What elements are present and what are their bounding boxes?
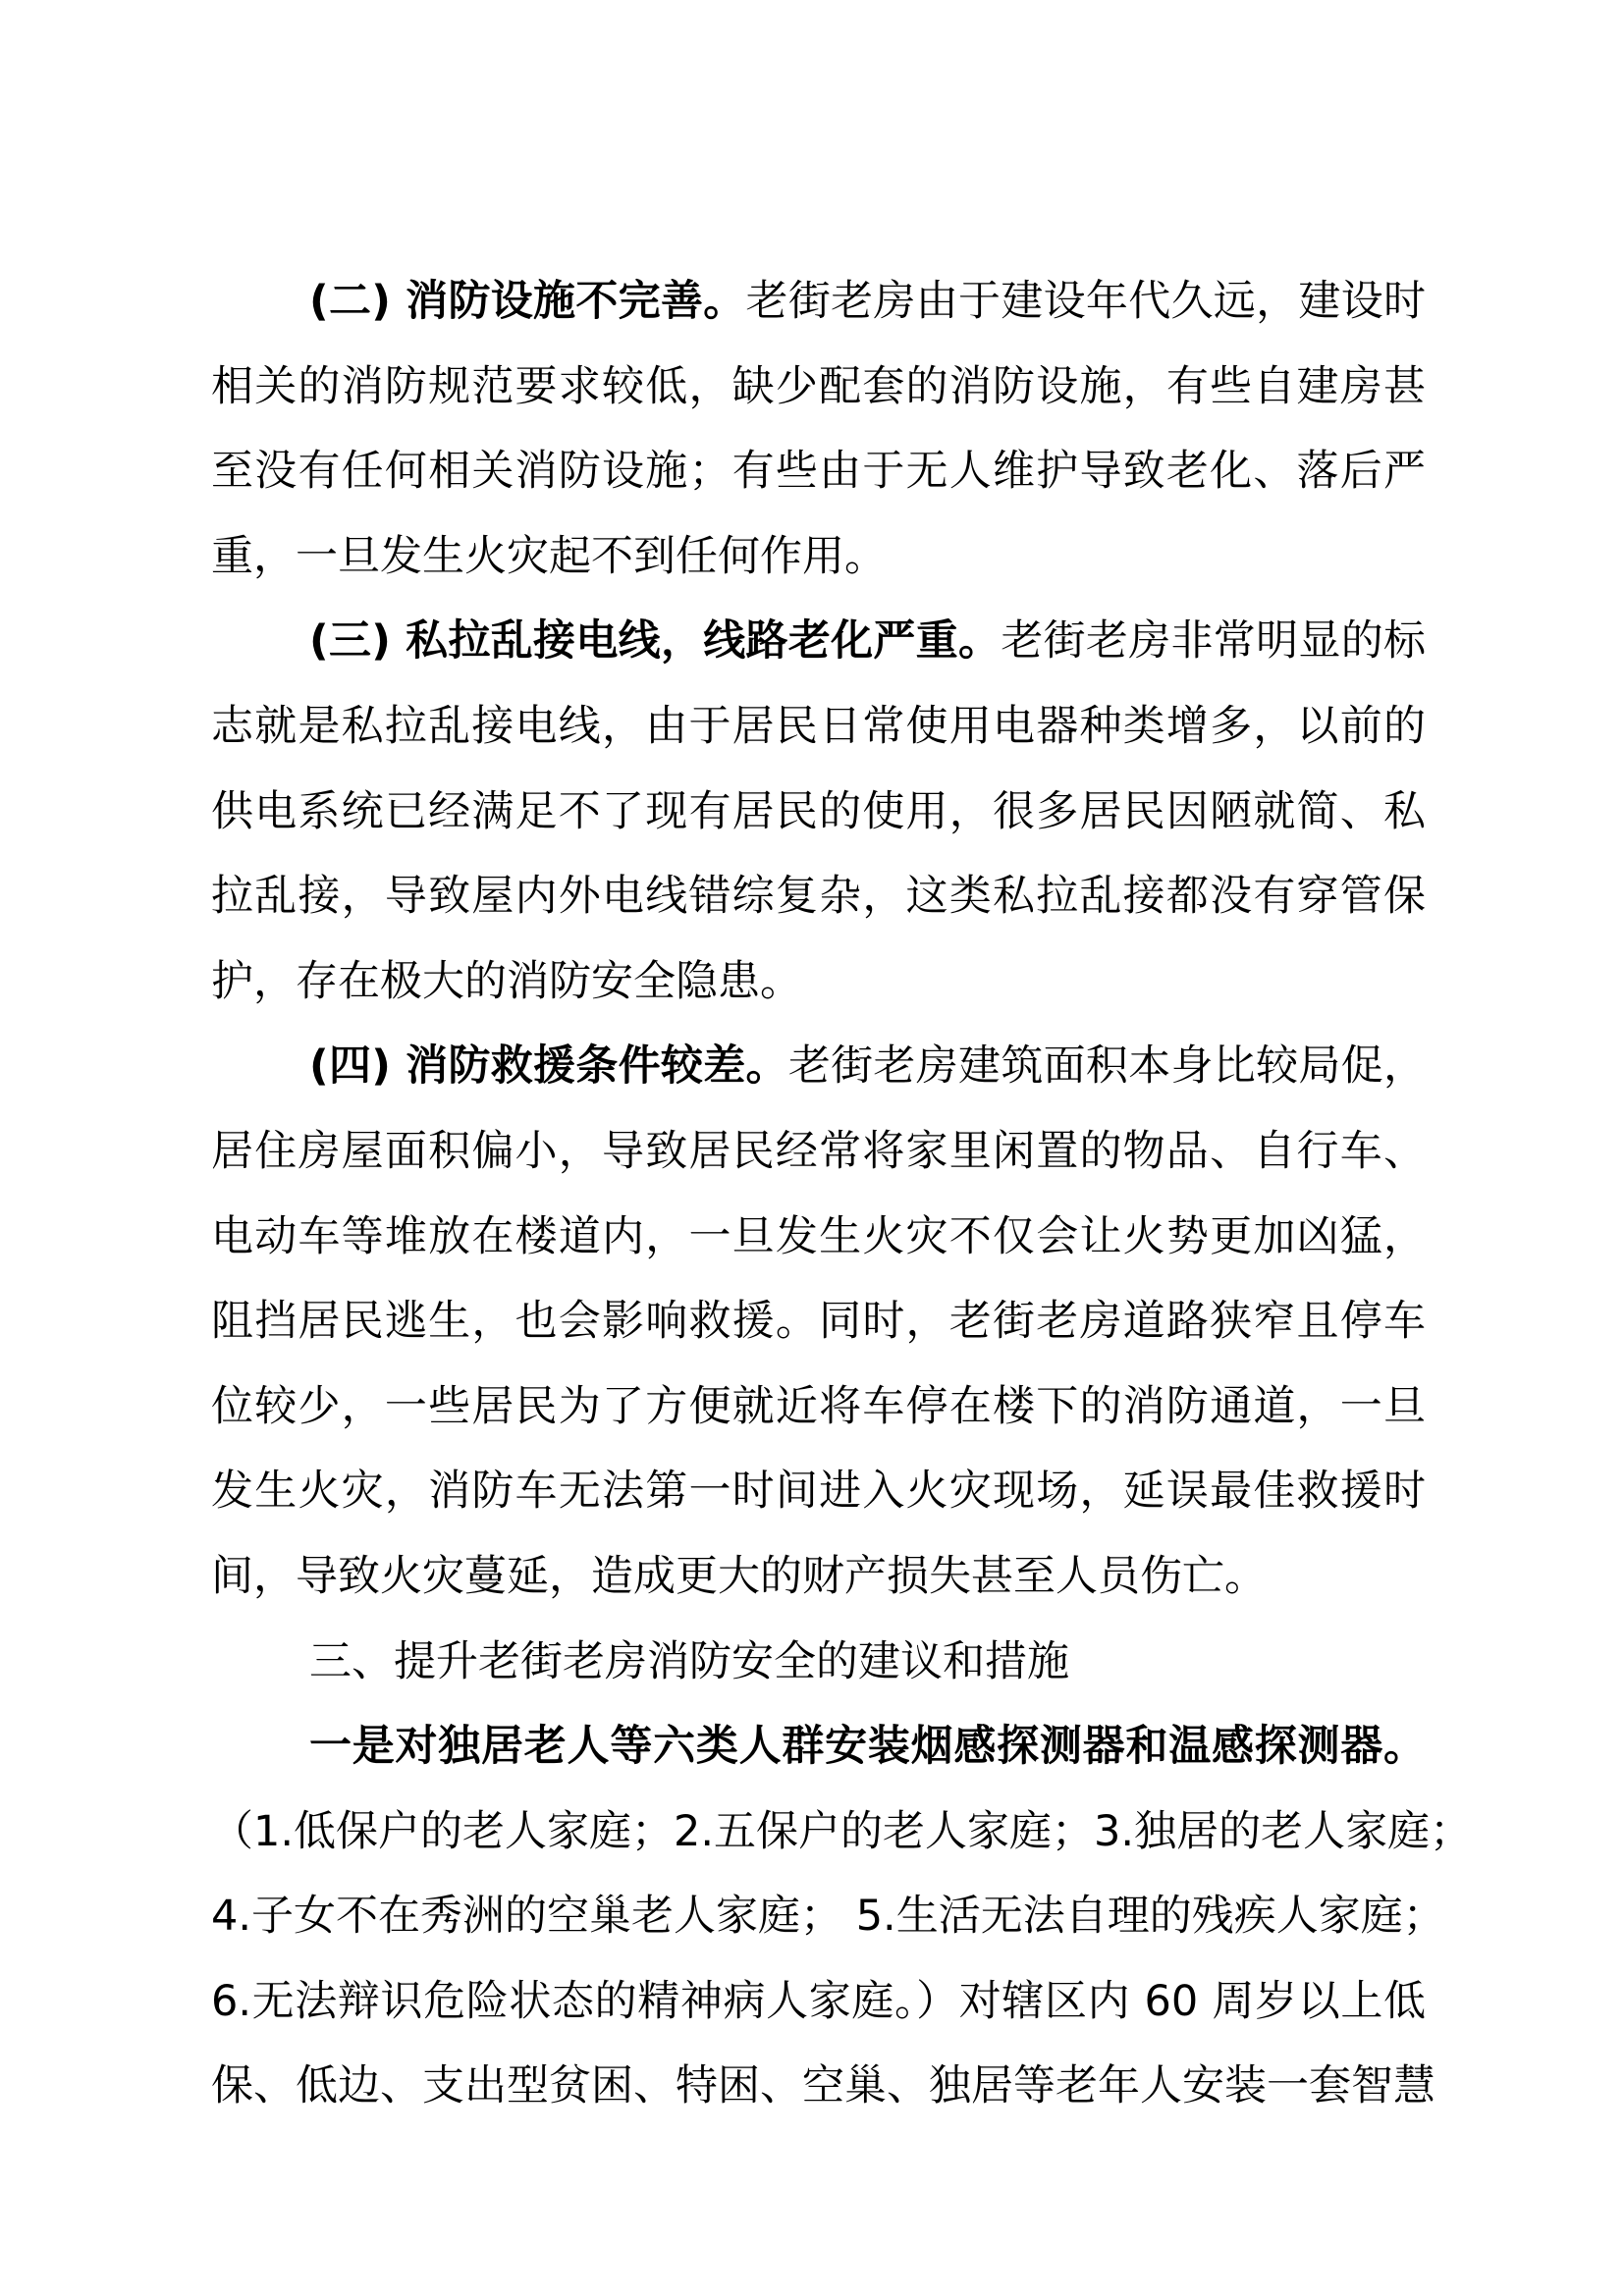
bold-heading: (四) 消防救援条件较差。 bbox=[309, 1041, 788, 1092]
body-text: 供电系统已经满足不了现有居民的使用，很多居民因陋就简、私 bbox=[211, 786, 1426, 836]
document-body bbox=[211, 259, 1473, 2129]
body-text: 间，导致火灾蔓延，造成更大的财产损失甚至人员伤亡。 bbox=[211, 1551, 1267, 1601]
body-text: 阻挡居民逃生，也会影响救援。同时，老街老房道路狭窄且停车 bbox=[211, 1297, 1426, 1347]
text-line bbox=[211, 1279, 1426, 1364]
bold-heading: (二) 消防设施不完善。 bbox=[309, 277, 746, 326]
text-line bbox=[211, 1704, 1426, 1789]
body-text: 位较少，一些居民为了方便就近将车停在楼下的消防通道，一旦 bbox=[211, 1381, 1426, 1431]
body-text: 电动车等堆放在楼道内，一旦发生火灾不仅会让火势更加凶猛， bbox=[211, 1211, 1426, 1261]
text-line bbox=[211, 1195, 1426, 1280]
body-text: 三、提升老街老房消防安全的建议和措施 bbox=[309, 1636, 1069, 1686]
text-line bbox=[211, 259, 1426, 345]
body-text: 重，一旦发生火灾起不到任何作用。 bbox=[211, 531, 887, 581]
bold-heading: (三) 私拉乱接电线，线路老化严重。 bbox=[309, 616, 1001, 667]
text-line bbox=[211, 684, 1426, 770]
body-text: 志就是私拉乱接电线，由于居民日常使用电器种类增多，以前的 bbox=[211, 701, 1426, 751]
text-line bbox=[211, 854, 1426, 939]
body-text: 拉乱接，导致屋内外电线错综复杂，这类私拉乱接都没有穿管保 bbox=[211, 872, 1426, 922]
body-text: （1.低保户的老人家庭；2.五保户的老人家庭；3.独居的老人家庭； bbox=[211, 1806, 1473, 1856]
text-line bbox=[211, 1959, 1426, 2045]
bold-heading: 一是对独居老人等六类人群安装烟感探测器和温感探测器。 bbox=[309, 1722, 1426, 1772]
text-line bbox=[211, 2044, 1435, 2129]
text-line bbox=[211, 514, 1426, 600]
body-text: 相关的消防规范要求较低，缺少配套的消防设施，有些自建房甚 bbox=[211, 361, 1426, 411]
body-text: 居住房屋面积偏小，导致居民经常将家里闲置的物品、自行车、 bbox=[211, 1126, 1426, 1176]
text-line bbox=[211, 1109, 1426, 1195]
text-line bbox=[211, 1874, 1445, 1959]
body-text: 发生火灾，消防车无法第一时间进入火灾现场，延误最佳救援时 bbox=[211, 1467, 1426, 1517]
text-line bbox=[211, 599, 1426, 684]
body-text: 保、低边、支出型贫困、特困、空巢、独居等老年人安装一套智慧 bbox=[211, 2061, 1435, 2111]
text-line bbox=[211, 1620, 1426, 1705]
text-line bbox=[211, 770, 1426, 855]
text-line bbox=[211, 1534, 1426, 1620]
text-line bbox=[211, 939, 1426, 1025]
body-text: 老街老房建筑面积本身比较局促， bbox=[787, 1041, 1426, 1092]
text-line bbox=[211, 1449, 1426, 1534]
body-text: 6.无法辩识危险状态的精神病人家庭。）对辖区内 60 周岁以上低 bbox=[211, 1976, 1426, 2026]
body-text: 老街老房由于建设年代久远，建设时 bbox=[745, 277, 1426, 326]
text-line bbox=[211, 429, 1426, 514]
body-text: 4.子女不在秀洲的空巢老人家庭； 5.生活无法自理的残疾人家庭； bbox=[211, 1892, 1445, 1942]
body-text: 老街老房非常明显的标 bbox=[1001, 616, 1426, 667]
text-line bbox=[211, 1024, 1426, 1109]
text-line bbox=[211, 1364, 1426, 1450]
text-line bbox=[211, 1789, 1473, 1875]
text-line bbox=[211, 345, 1426, 430]
body-text: 护，存在极大的消防安全隐患。 bbox=[211, 956, 802, 1006]
body-text: 至没有任何相关消防设施；有些由于无人维护导致老化、落后严 bbox=[211, 447, 1426, 497]
